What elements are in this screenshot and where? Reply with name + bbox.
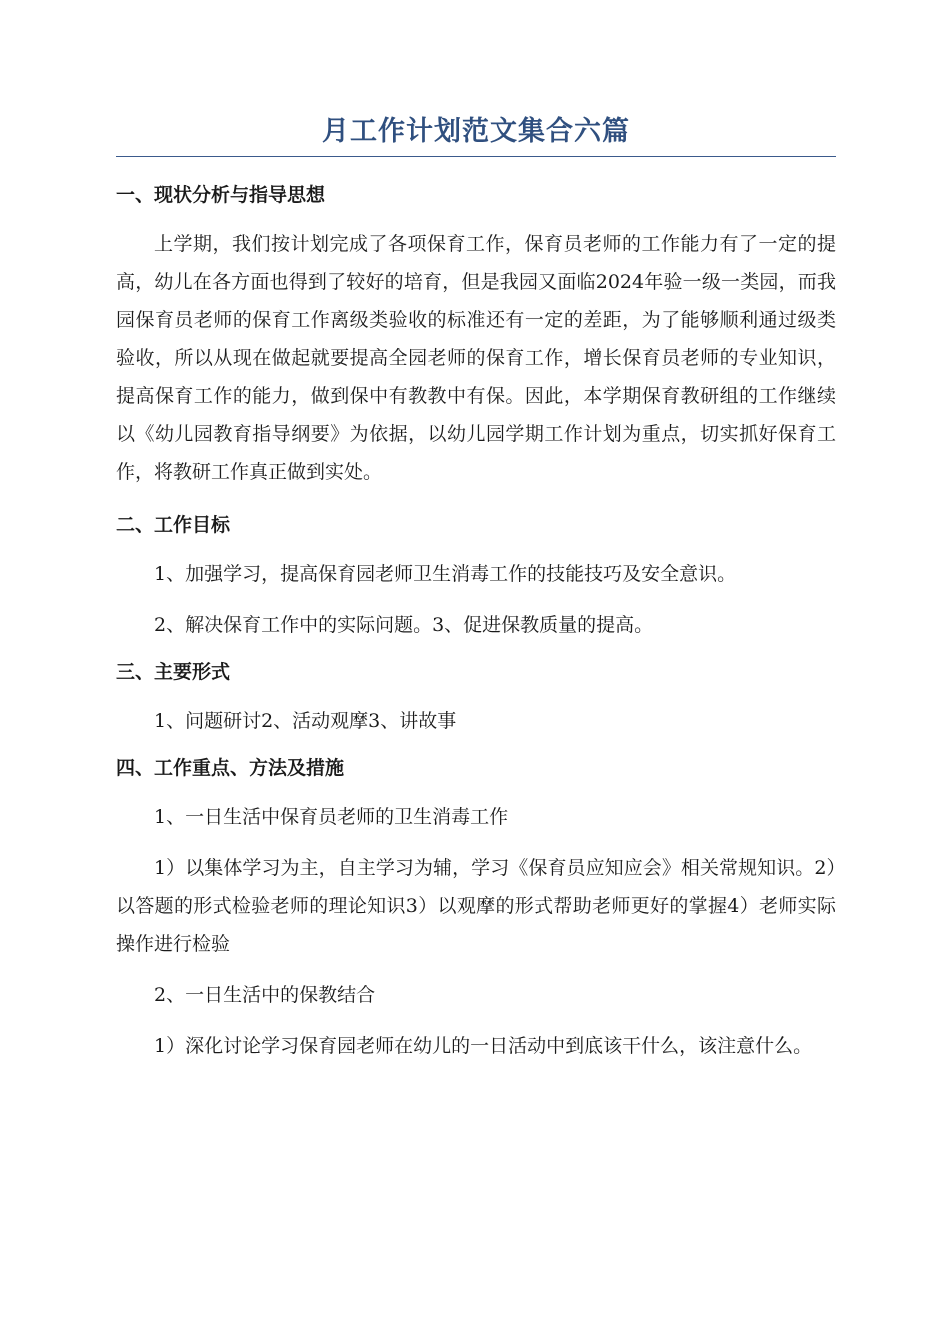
- paragraph-goal-1: 1、加强学习，提高保育园老师卫生消毒工作的技能技巧及安全意识。: [154, 563, 737, 585]
- paragraph-key-point-2-detail: 1）深化讨论学习保育园老师在幼儿的一日活动中到底该干什么，该注意什么。: [154, 1035, 813, 1057]
- section-heading-work-goals: 二、工作目标: [116, 514, 231, 536]
- paragraph-main-forms: 1、问题研讨2、活动观摩3、讲故事: [154, 710, 457, 732]
- section-heading-key-points: 四、工作重点、方法及措施: [116, 757, 345, 779]
- paragraph-status-analysis: 上学期，我们按计划完成了各项保育工作，保育员老师的工作能力有了一定的提高，幼儿在各方面也得到了较好的培育，但是我园又面临2024年验一级一类园，而我园保育员老师的保育工作离级类验收的标准还有一定的差距，为了能够顺利通过级类验收，所以从现在做起就要提高全园老师的保育工作，增长保育员老师的专业知识，提高保育工作的能力，做到保中有教教中有保。因此，本学期保育教研组的工作继续以《幼儿园教育指导纲要》为依据，以幼儿园学期工作计划为重点，切实抓好保育工作，将教研工作真正做到实处。: [116, 233, 836, 483]
- section-heading-main-forms: 三、主要形式: [116, 661, 231, 683]
- paragraph-key-point-2: 2、一日生活中的保教结合: [154, 984, 376, 1006]
- document-title: 月工作计划范文集合六篇: [116, 112, 836, 157]
- section-heading-status-analysis: 一、现状分析与指导思想: [116, 184, 326, 206]
- paragraph-key-point-1: 1、一日生活中保育员老师的卫生消毒工作: [154, 806, 509, 828]
- paragraph-goal-2: 2、解决保育工作中的实际问题。3、促进保教质量的提高。: [154, 614, 654, 636]
- document-page: [116, 112, 836, 1065]
- paragraph-key-point-1-detail: 1）以集体学习为主，自主学习为辅，学习《保育员应知应会》相关常规知识。2）以答题的形式检验老师的理论知识3）以观摩的形式帮助老师更好的掌握4）老师实际操作进行检验: [116, 857, 836, 955]
